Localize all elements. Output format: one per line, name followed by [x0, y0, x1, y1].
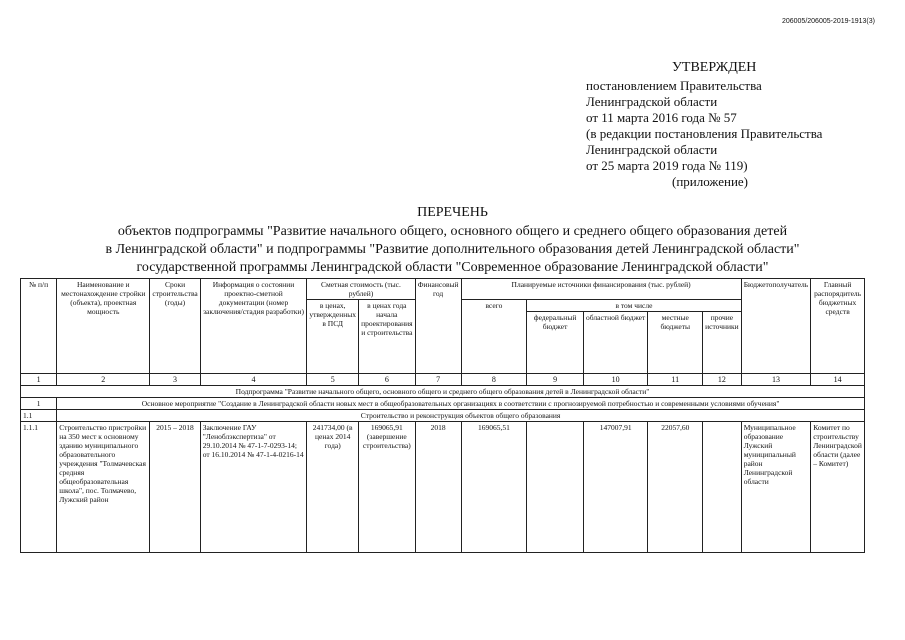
approval-heading: УТВЕРЖДЕН	[672, 60, 757, 75]
activity-num: 1	[21, 398, 57, 410]
approval-line: от 11 марта 2016 года № 57	[586, 110, 737, 125]
header-terms: Сроки строительства (годы)	[150, 279, 200, 374]
row-name: Строительство пристройки на 350 мест к основному зданию муниципального образовательного учреждения "Толмачевская средняя общеобразовательная школа", пос. Толмачево, Лужский район	[57, 422, 150, 553]
column-number: 8	[461, 374, 527, 386]
header-regional: областной бюджет	[583, 312, 647, 374]
header-incl: в том числе	[527, 300, 741, 312]
column-number: 9	[527, 374, 584, 386]
title-line: в Ленинградской области" и подпрограммы "Развитие дополнительного образования детей Ленинградской области"	[105, 242, 800, 257]
header-manager: Главный распорядитель бюджетных средств	[811, 279, 865, 374]
document-number: 206005/206005-2019-1913(3)	[781, 18, 875, 25]
row-cost-psd: 241734,00 (в ценах 2014 года)	[307, 422, 359, 553]
header-cost: Сметная стоимость (тыс. рублей)	[307, 279, 415, 300]
column-number: 1	[21, 374, 57, 386]
column-number: 12	[703, 374, 742, 386]
header-info: Информация о состоянии проектно-сметной документации (номер заключения/стадия разработки)	[200, 279, 307, 374]
subprogram-title: Подпрограмма "Развитие начального общего, основного общего и среднего общего образования детей в Ленинградской области"	[21, 386, 865, 398]
header-recipient: Бюджетополучатель	[741, 279, 811, 374]
table-header-row	[21, 279, 865, 300]
approval-block	[586, 60, 886, 190]
approval-line: (в редакции постановления Правительства	[586, 126, 823, 141]
header-num: № п/п	[21, 279, 57, 374]
table-row	[21, 422, 865, 553]
activity-row	[21, 398, 865, 410]
row-manager: Комитет по строительству Ленинградской области (далее – Комитет)	[811, 422, 865, 553]
approval-line: Ленинградской области	[586, 142, 718, 157]
column-number: 14	[811, 374, 865, 386]
row-num: 1.1.1	[21, 422, 57, 553]
row-terms: 2015 – 2018	[150, 422, 200, 553]
section-row	[21, 410, 865, 422]
subprogram-row	[21, 386, 865, 398]
title-line: государственной программы Ленинградской области "Современное образование Ленинградской области"	[136, 260, 769, 275]
header-local: местные бюджеты	[648, 312, 703, 374]
approval-line: постановлением Правительства	[586, 78, 762, 93]
header-cost-year: в ценах года начала проектирования и строительства	[359, 300, 416, 374]
column-numbers-row	[21, 374, 865, 386]
objects-table	[20, 278, 865, 553]
column-number: 2	[57, 374, 150, 386]
header-other: прочие источники	[703, 312, 742, 374]
row-total: 169065,51	[461, 422, 527, 553]
column-number: 7	[415, 374, 461, 386]
row-federal	[527, 422, 584, 553]
document-title	[0, 204, 905, 277]
column-number: 10	[583, 374, 647, 386]
header-cost-psd: в ценах, утвержденных в ПСД	[307, 300, 359, 374]
title-word: ПЕРЕЧЕНЬ	[417, 205, 488, 220]
column-number: 5	[307, 374, 359, 386]
header-total: всего	[461, 300, 527, 374]
column-number: 6	[359, 374, 416, 386]
column-number: 11	[648, 374, 703, 386]
column-number: 3	[150, 374, 200, 386]
column-number: 13	[741, 374, 811, 386]
row-info: Заключение ГАУ "Леноблэкспертиза" от 29.10.2014 № 47-1-7-0293-14; от 16.10.2014 № 47-1-4-0216-14	[200, 422, 307, 553]
row-recipient: Муниципальное образование Лужский муниципальный район Ленинградской области	[741, 422, 811, 553]
section-title: Строительство и реконструкция объектов общего образования	[57, 410, 865, 422]
approval-line: Ленинградской области	[586, 94, 718, 109]
approval-appendix: (приложение)	[672, 174, 749, 189]
row-cost-year: 169065,91 (завершение строительства)	[359, 422, 416, 553]
activity-title: Основное мероприятие "Создание в Ленинградской области новых мест в общеобразовательных организациях в соответствии с прогнозируемой потребностью и современными условиями обучения"	[57, 398, 865, 410]
header-sources: Планируемые источники финансирования (тыс. рублей)	[461, 279, 741, 300]
row-fin-year: 2018	[415, 422, 461, 553]
header-federal: федеральный бюджет	[527, 312, 584, 374]
title-line: объектов подпрограммы "Развитие начального общего, основного общего и среднего общего образования детей	[117, 224, 788, 239]
row-local: 22057,60	[648, 422, 703, 553]
header-fin-year: Финансовый год	[415, 279, 461, 374]
approval-line: от 25 марта 2019 года № 119)	[586, 158, 748, 173]
header-name: Наименование и местонахождение стройки (объекта), проектная мощность	[57, 279, 150, 374]
row-other	[703, 422, 742, 553]
column-number: 4	[200, 374, 307, 386]
row-regional: 147007,91	[583, 422, 647, 553]
section-num: 1.1	[21, 410, 57, 422]
